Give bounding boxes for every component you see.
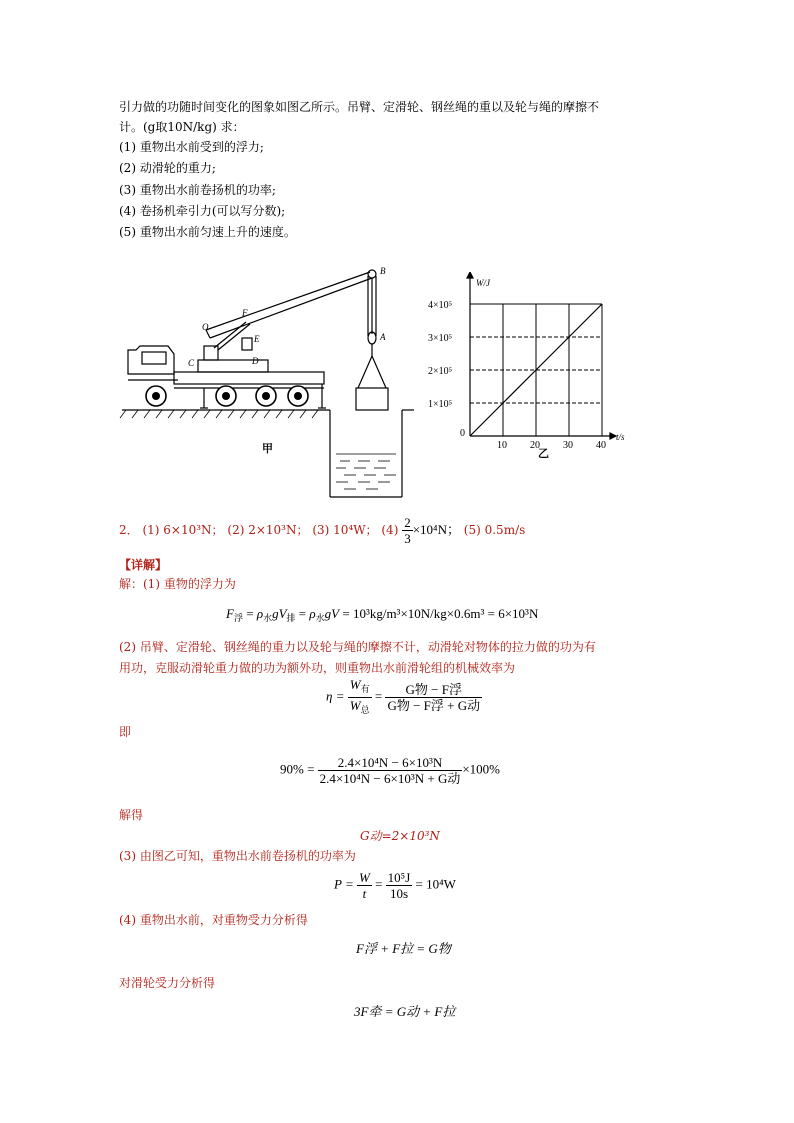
problem-line-1: 引力做的功随时间变化的图象如图乙所示。吊臂、定滑轮、钢丝绳的重以及轮与绳的摩擦不 [119, 100, 600, 114]
detail-step-1: 解：(1) 重物的浮力为 [119, 577, 236, 591]
answer-4-prefix: (4) [381, 523, 399, 537]
detail-jiede: 解得 [119, 808, 144, 822]
y-axis-arrow [467, 272, 473, 278]
y-tick-label: 1×10⁵ [428, 399, 453, 410]
label-B: B [380, 266, 386, 276]
label-D: D [252, 356, 259, 366]
problem-line-2: 计。(g取10N/kg) 求： [119, 120, 245, 134]
x-tick-label: 30 [563, 440, 573, 451]
label-F: F [242, 308, 248, 318]
x-axis-label: t/s [616, 432, 625, 442]
x-tick-label: 10 [497, 440, 507, 451]
figure-caption-right: 乙 [538, 447, 549, 460]
problem-line-6: (4) 卷扬机牵引力(可以写分数); [119, 204, 286, 218]
detail-result-g: G动=2×10³N [360, 829, 440, 843]
detail-title: 【详解】 [119, 558, 168, 572]
y-tick-label: 3×10⁵ [428, 333, 453, 344]
equation-weight-forces: F浮 + F拉 = G物 [356, 941, 451, 956]
figure-caption-left: 甲 [262, 442, 273, 455]
y-tick-label: 2×10⁵ [428, 366, 453, 377]
label-A: A [380, 332, 386, 342]
detail-ji: 即 [119, 725, 132, 739]
answer-line [119, 515, 525, 546]
detail-step-2a: (2) 吊臂、定滑轮、钢丝绳的重力以及轮与绳的摩擦不计，动滑轮对物体的拉力做的功为有 [119, 640, 596, 654]
detail-step-4: (4) 重物出水前，对重物受力分析得 [119, 913, 308, 927]
x-tick-label: 20 [530, 440, 540, 451]
detail-step-3: (3) 由图乙可知，重物出水前卷扬机的功率为 [119, 849, 356, 863]
label-E: E [254, 334, 260, 344]
answer-5: (5) 0.5m/s [463, 523, 526, 537]
answer-4-rest: ×10⁴N； [412, 522, 460, 537]
equation-buoyancy: $F_浮 = \rho_水gV_排 = \rho_水gV = 10^3kg/m^3\times 10N/kg\times 0.6m^3 = 6\times 10^3N$ [226, 606, 539, 623]
y-tick-label: 4×10⁵ [428, 300, 453, 311]
problem-line-3: (1) 重物出水前受到的浮力; [119, 140, 264, 154]
answer-4-numerator: 2 [404, 515, 411, 530]
equation-efficiency-values: 90% = $\frac{\text{2.4×10⁴N − 6×10³N}}{\text{2.4×10⁴N − 6×10³N + G动}}$ ×100% [280, 755, 501, 786]
label-C: C [188, 358, 195, 368]
work-time-chart [424, 272, 634, 462]
origin-label: 0 [460, 428, 465, 439]
y-axis-label: W/J [476, 278, 490, 288]
equation-pulley-forces: 3F牵 = G动 + F拉 [354, 1004, 456, 1019]
answer-3: (3) 10⁴W； [312, 523, 378, 537]
answer-4-fraction [402, 515, 413, 546]
problem-line-7: (5) 重物出水前匀速上升的速度。 [119, 225, 296, 239]
answer-4-denominator: 3 [404, 531, 411, 546]
x-tick-label: 40 [596, 440, 606, 451]
detail-step-2b: 用功，克服动滑轮重力做的功为额外功，则重物出水前滑轮组的机械效率为 [119, 661, 516, 675]
label-O: O [202, 322, 209, 332]
problem-line-4: (2) 动滑轮的重力; [119, 161, 216, 175]
answer-1: (1) 6×10³N； [142, 523, 224, 537]
crane-figure [118, 262, 418, 502]
equation-power: P = $\frac{W}{t}$ = $\frac{\text{10⁵J}}{10s}$ = 10⁴W [334, 870, 456, 901]
detail-step-5: 对滑轮受力分析得 [119, 976, 216, 990]
equation-efficiency: η = $\frac{W_有}{W_总}$ = $\frac{\text{G物 − F浮}}{\text{G物 − F浮 + G动}}$ [326, 677, 481, 715]
problem-line-5: (3) 重物出水前卷扬机的功率; [119, 183, 276, 197]
answer-number: 2． [119, 523, 139, 537]
answer-2: (2) 2×10³N； [227, 523, 309, 537]
